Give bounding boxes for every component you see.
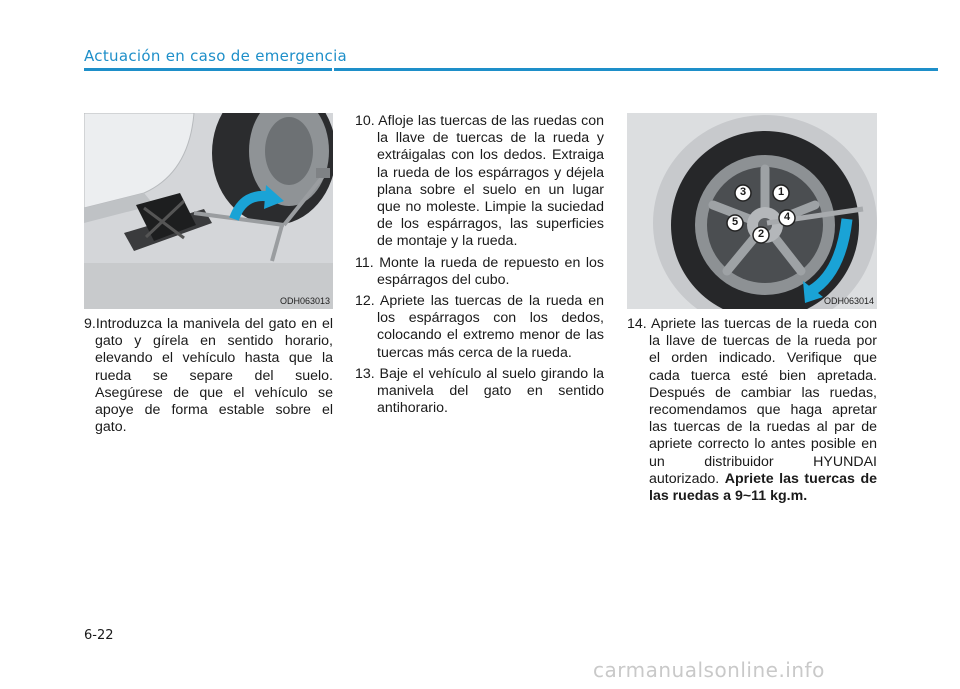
step-9: 9.Introduzca la manivela del gato en el gato y gírela en sentido horario, elevando el vehículo hasta que la rueda se separe del suelo. Asegúrese de que el vehículo se apoye de forma estable sobre el gato. [84,316,333,436]
step-12: 12. Apriete las tuercas de la rueda en los espárragos con los dedos, colocando el extremo menor de las tuercas más cerca de la rueda. [355,293,604,361]
column-3 [627,316,877,509]
torque-spec: Apriete las tuercas de las ruedas a 9~11 kg.m. [649,470,878,505]
figure-code-left: ODH063013 [279,296,330,306]
column-2 [355,113,604,421]
header-rule [334,68,938,71]
lug-label-3: 3 [739,186,747,198]
step-11: 11. Monte la rueda de repuesto en los espárragos del cubo. [355,254,604,288]
step-13: 13. Baje el vehículo al suelo girando la manivela del gato en sentido antihorario. [355,365,604,417]
lug-label-5: 5 [731,216,739,228]
jack-illustration [84,113,333,309]
step-14-text: 14. Apriete las tuercas de la rueda con la llave de tuercas de la rueda por el orden indicado. Verifique que cada tuerca esté bien apretada. Después de cambiar las ruedas, recomendamos que haga apretar las tuercas de la ruedas al par de apriete correcto lo antes posible en un distribuidor HYUNDAI autorizado. [627,316,877,487]
column-1 [84,316,333,440]
lug-label-4: 4 [783,211,791,223]
jack-illustration-drawing [84,113,333,309]
lug-label-2: 2 [757,228,765,240]
lug-label-1: 1 [777,186,785,198]
watermark: carmanualsonline.info [593,658,825,682]
section-title: Actuación en caso de emergencia [84,47,348,65]
figure-code-right: ODH063014 [823,296,874,306]
wheel-lug-order-illustration [627,113,877,309]
header-rule-left [84,68,332,71]
step-10: 10. Afloje las tuercas de las ruedas con la llave de tuercas de la rueda y extráigalas con los dedos. Extraiga la rueda de los espárragos y déjela plana sobre el suelo en un lugar que no moleste. Limpie la suciedad de los espárragos, las superficies de montaje y la rueda. [355,113,604,250]
step-14 [627,316,877,505]
wheel-drawing [627,113,877,309]
page-number: 6-22 [84,628,114,643]
